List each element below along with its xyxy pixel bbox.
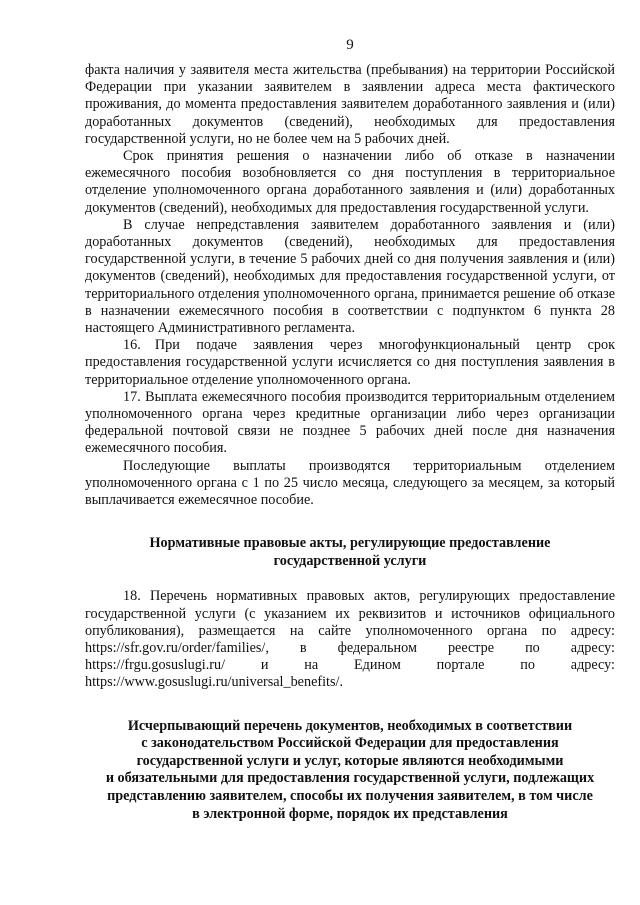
page-number: 9 bbox=[346, 37, 354, 53]
paragraph-18-lead: 18. Перечень нормативных правовых актов, регулирующих предоставление государственной услуги (с указанием их реквизитов и источников официального опубликования), размещается на сайте уполномоченного органа по адресу: bbox=[85, 588, 615, 639]
section-heading-documents-list bbox=[85, 718, 615, 824]
paragraph-continuation: факта наличия у заявителя места жительства (пребывания) на территории Российской Федерации при указании заявителем в заявлении адреса места фактического проживания, до момента предоставления заявителем доработанного заявления и (или) доработанных документов (сведений), необходимых для предоставления государственной услуги, но не более чем на 5 рабочих дней. bbox=[85, 62, 615, 147]
paragraph-17: 17. Выплата ежемесячного пособия производится территориальным отделением уполномоченного органа через кредитные организации либо через организации федеральной почтовой связи не позднее 5 рабочих дней после дня назначения ежемесячного пособия. bbox=[85, 388, 615, 457]
heading-line: представлению заявителем, способы их получения заявителем, в том числе bbox=[107, 788, 593, 805]
paragraph-subsequent-payments: Последующие выплаты производятся территориальным отделением уполномоченного органа с 1 по 25 число месяца, следующего за месяцем, за который выплачивается ежемесячное пособие. bbox=[85, 457, 615, 509]
heading-line: Исчерпывающий перечень документов, необходимых в соответствии bbox=[127, 717, 573, 734]
body-text-top bbox=[85, 62, 615, 509]
paragraph-18-end: . bbox=[339, 674, 343, 691]
heading-line: и обязательными для предоставления государственной услуги, подлежащих bbox=[105, 770, 595, 787]
paragraph-16: 16. При подаче заявления через многофункциональный центр срок предоставления государственной услуги исчисляется со дня поступления заявления в территориальное отделение уполномоченного органа. bbox=[85, 337, 615, 388]
heading-line: в электронной форме, порядок их представления bbox=[192, 805, 508, 822]
link-sfr[interactable]: https://sfr.gov.ru/order/families/ bbox=[85, 640, 266, 657]
heading-line: государственной услуги bbox=[273, 552, 427, 569]
link-frgu[interactable]: https://frgu.gosuslugi.ru/ bbox=[85, 657, 226, 674]
paragraph-term-renewal: Срок принятия решения о назначении либо об отказе в назначении ежемесячного пособия возобновляется со дня поступления в территориальное отделение уполномоченного органа доработанного заявления и (или) доработанных документов (сведений), необходимых для предоставления государственной услуги. bbox=[85, 148, 615, 216]
heading-line: государственной услуги и услуг, которые являются необходимыми bbox=[136, 752, 564, 769]
section-heading-legal-acts bbox=[85, 535, 615, 570]
document-page bbox=[85, 36, 615, 823]
link-gosuslugi[interactable]: https://www.gosuslugi.ru/universal_benefits/ bbox=[85, 674, 340, 691]
paragraph-18-mid1: , в федеральном реестре по адресу: bbox=[265, 640, 615, 657]
paragraph-18-mid2: и на Едином портале по адресу: bbox=[225, 657, 615, 674]
heading-line: с законодательством Российской Федерации для предоставления bbox=[141, 735, 559, 752]
heading-line: Нормативные правовые акты, регулирующие предоставление bbox=[149, 535, 551, 552]
paragraph-18 bbox=[85, 588, 615, 691]
paragraph-non-submission: В случае непредставления заявителем доработанного заявления и (или) доработанных документов (сведений), необходимых для предоставления государственной услуги, в течение 5 рабочих дней со дня получения заявления и (или) документов (сведений), необходимых для предоставления государственной услуги, от территориального отделения уполномоченного органа, принимается решение об отказе в назначении ежемесячного пособия в соответствии с подпунктом 6 пункта 28 настоящего Административного регламента. bbox=[85, 216, 615, 337]
